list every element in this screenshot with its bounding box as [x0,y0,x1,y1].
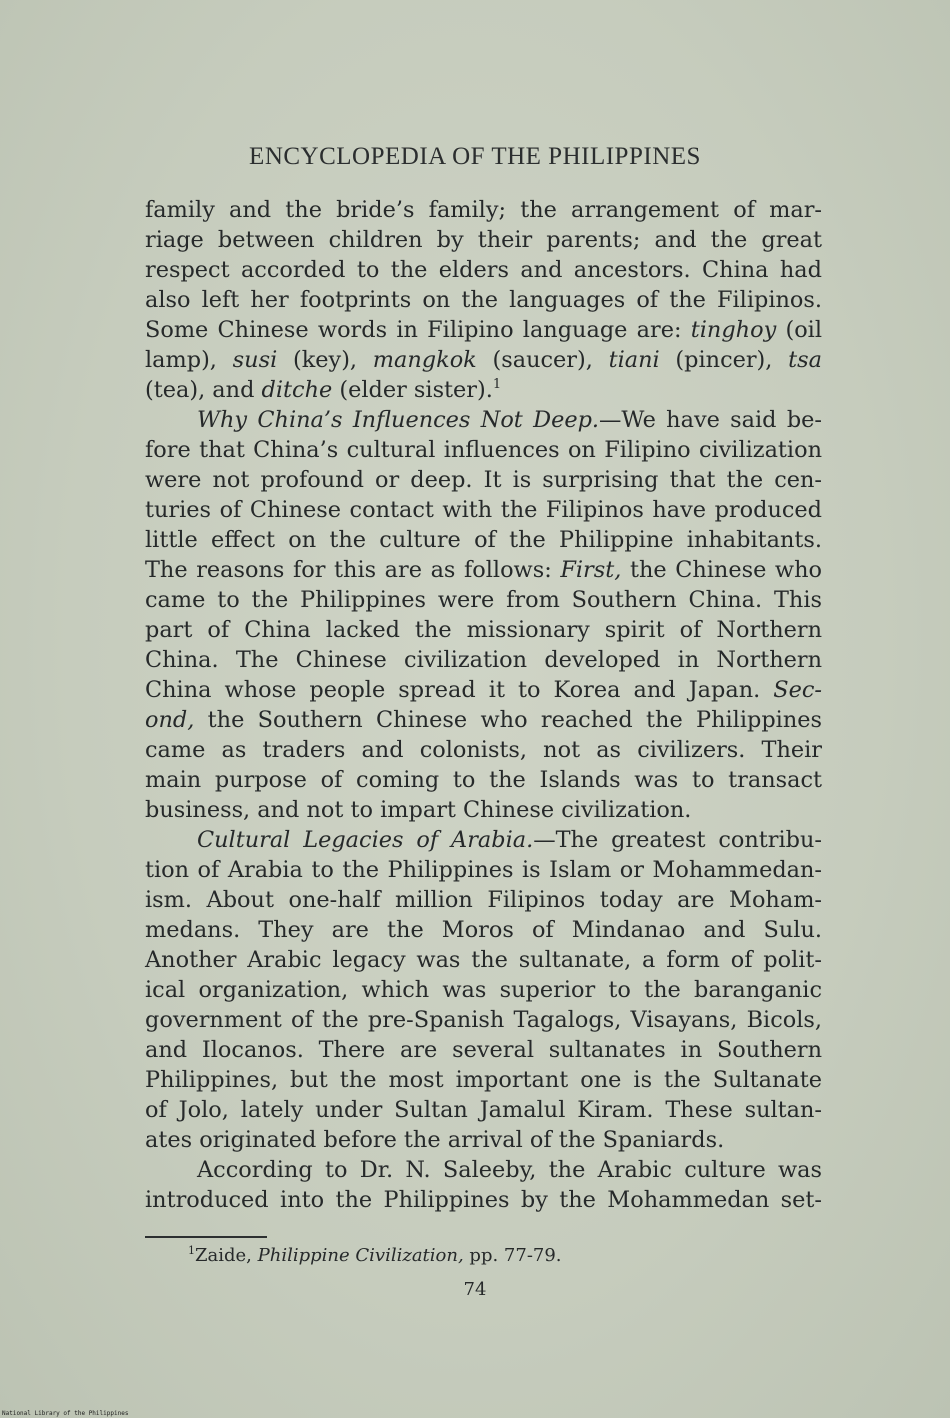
text-line: turies of Chinese contact with the Filipinos have produced [145,497,822,523]
italic-word: First, [560,557,622,583]
text-line: Philippines, but the most important one is the Sultanate [145,1067,822,1093]
text-line [145,405,822,435]
italic-word: susi [232,347,278,373]
text-line: According to Dr. N. Saleeby, the Arabic culture was [197,1157,822,1183]
text-run: (key), [277,347,373,373]
text-line: introduced into the Philippines by the Mohammedan set- [145,1187,822,1213]
italic-word: mangkok [372,347,477,373]
italic-word: ditche [261,377,333,403]
italic-word: ond, [145,707,195,733]
text-run: —We have said be- [599,407,822,433]
text-run: China whose people spread it to Korea and Japan. [145,677,774,703]
text-line [145,345,822,375]
text-line: came as traders and colonists, not as civilizers. Their [145,737,822,763]
footnote-marker: 1 [188,1244,195,1257]
text-line: respect accorded to the elders and ancestors. China had [145,257,822,283]
text-line: main purpose of coming to the Islands was to transact [145,767,822,793]
text-run: (tea), and [145,377,262,403]
text-line: China. The Chinese civilization developed in Northern [145,647,822,673]
text-line: fore that China’s cultural influences on Filipino civilization [145,437,822,463]
text-line: medans. They are the Moros of Mindanao and Sulu. [145,917,822,943]
text-run: Some Chinese words in Filipino language are: [145,317,691,343]
text-line: family and the bride’s family; the arrangement of mar- [145,197,822,223]
text-line: also left her footprints on the languages of the Filipinos. [145,287,822,313]
text-run: the Southern Chinese who reached the Philippines [194,707,822,733]
footnote [188,1245,562,1266]
text-line: ism. About one-half million Filipinos today are Moham- [145,887,822,913]
library-watermark: National Library of the Philippines [2,1410,129,1417]
footnote-marker: 1 [492,377,502,392]
footnote-title: Philippine Civilization, [257,1245,464,1266]
text-line [145,675,822,705]
text-line: Another Arabic legacy was the sultanate, a form of polit- [145,947,822,973]
section-heading: Cultural Legacies of Arabia. [197,827,534,853]
text-line: came to the Philippines were from Southern China. This [145,587,822,613]
text-run: the Chinese who [621,557,822,583]
text-line: of Jolo, lately under Sultan Jamalul Kiram. These sultan- [145,1097,822,1123]
text-line [145,825,822,855]
text-line: ates originated before the arrival of the Spaniards. [145,1127,725,1153]
text-line: riage between children by their parents; and the great [145,227,822,253]
text-run: lamp), [145,347,233,373]
running-header: ENCYCLOPEDIA OF THE PHILIPPINES [249,143,701,170]
text-run: The reasons for this are as follows: [145,557,561,583]
text-run: (pincer), [659,347,789,373]
text-line [145,705,822,735]
text-line: little effect on the culture of the Philippine inhabitants. [145,527,822,553]
section-heading: Why China’s Influences Not Deep. [197,407,600,433]
text-line: ical organization, which was superior to the baranganic [145,977,822,1003]
text-line: tion of Arabia to the Philippines is Islam or Mohammedan- [145,857,822,883]
footnote-author: Zaide, [195,1245,258,1266]
text-run: —The greatest contribu- [533,827,822,853]
italic-word: Sec- [773,677,822,703]
italic-word: tsa [788,347,822,373]
text-line: were not profound or deep. It is surprising that the cen- [145,467,822,493]
text-run: (oil [776,317,822,343]
footnote-rule [145,1236,267,1238]
page-number: 74 [463,1279,487,1300]
text-line: part of China lacked the missionary spirit of Northern [145,617,822,643]
text-line [145,315,822,345]
text-run: (saucer), [476,347,609,373]
text-line: business, and not to impart Chinese civilization. [145,797,692,823]
italic-word: tiani [608,347,660,373]
text-line: and Ilocanos. There are several sultanates in Southern [145,1037,822,1063]
text-line: government of the pre-Spanish Tagalogs, Visayans, Bicols, [145,1007,822,1033]
italic-word: tinghoy [690,317,777,343]
text-line [145,555,822,585]
text-run: (elder sister). [332,377,493,403]
text-line [145,375,822,405]
footnote-pages: pp. 77-79. [463,1245,562,1266]
body-text [145,195,822,1215]
